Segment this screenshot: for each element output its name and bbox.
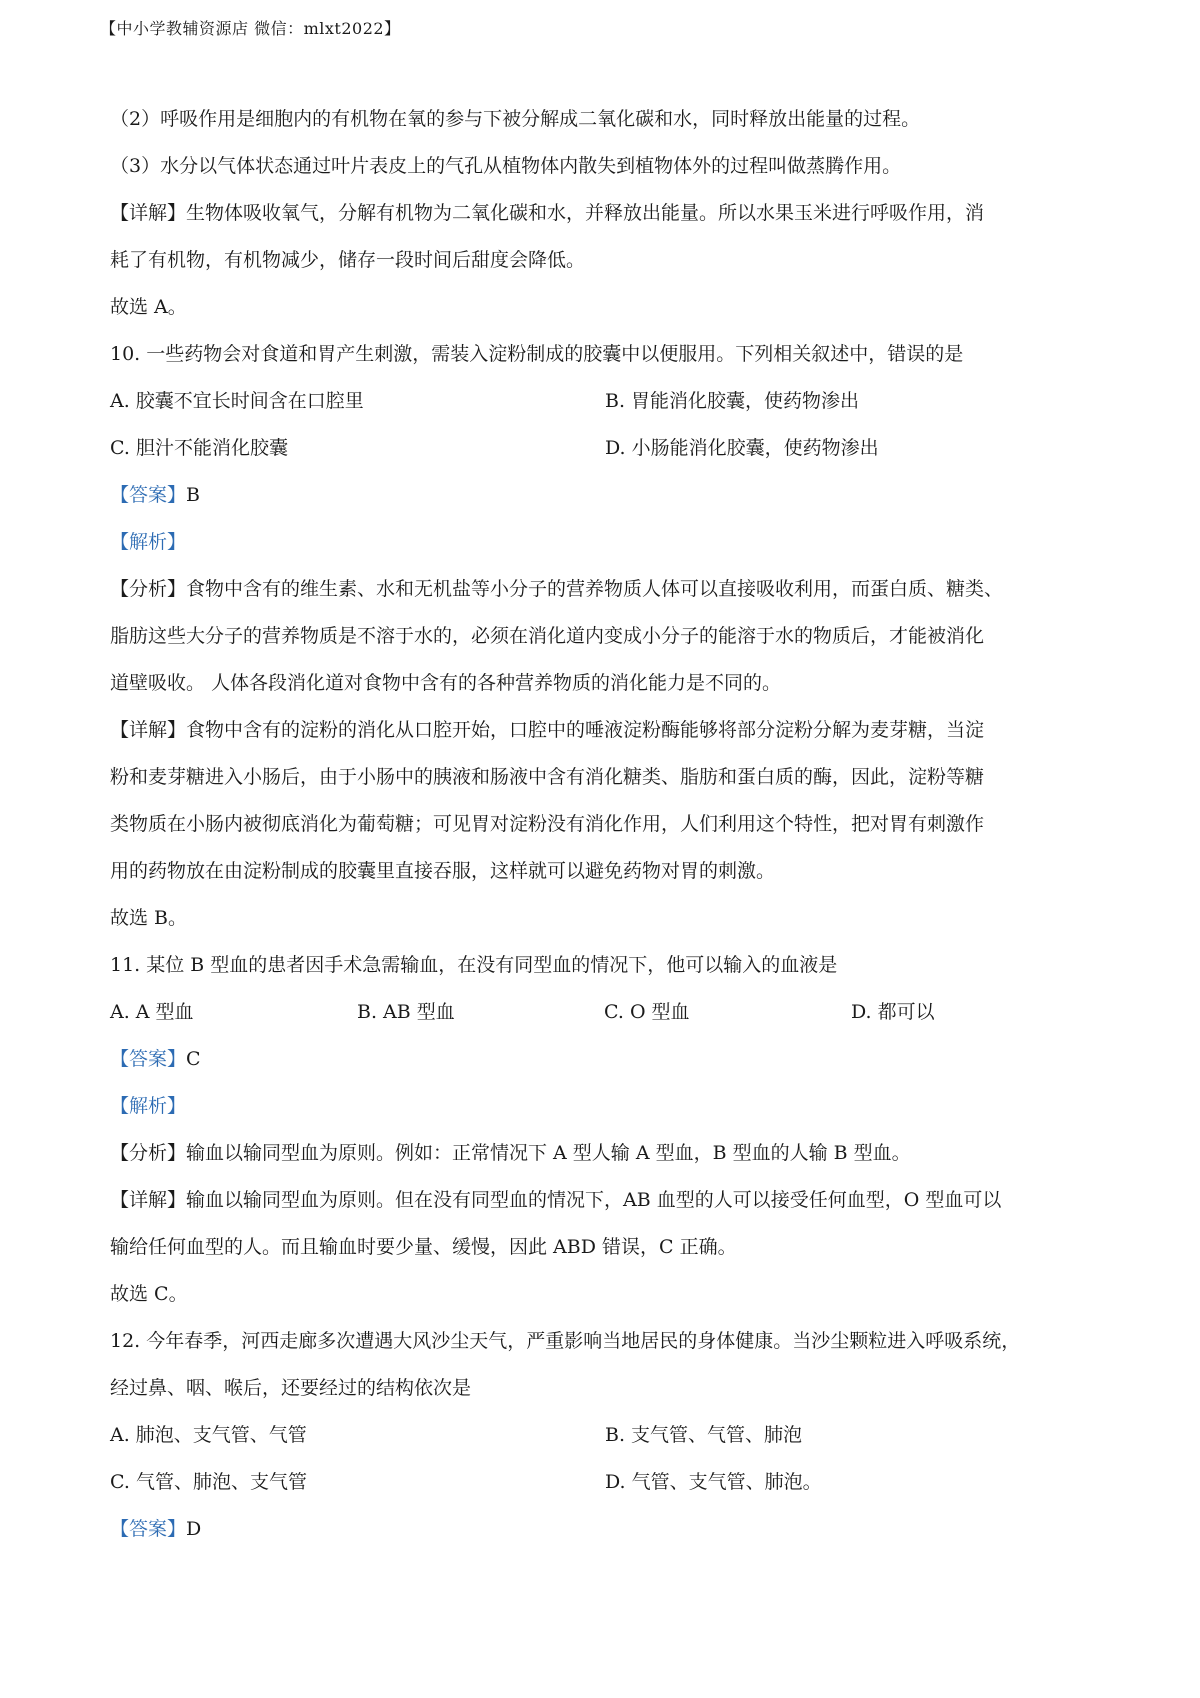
option-c: C. 胆汁不能消化胶囊 [110, 437, 288, 459]
text-line: 【详解】生物体吸收氧气，分解有机物为二氧化碳和水，并释放出能量。所以水果玉米进行呼吸作用，消 [110, 202, 985, 224]
text-line: （3）水分以气体状态通过叶片表皮上的气孔从植物体内散失到植物体外的过程叫做蒸腾作用。 [110, 155, 902, 177]
option-b: B. 胃能消化胶囊，使药物渗出 [605, 390, 860, 412]
question-12-stem: 12. 今年春季，河西走廊多次遭遇大风沙尘天气，严重影响当地居民的身体健康。当沙尘颗粒进入呼吸系统， [110, 1330, 1021, 1352]
option-d: D. 小肠能消化胶囊，使药物渗出 [605, 437, 879, 459]
option-c: C. 气管、肺泡、支气管 [110, 1471, 307, 1493]
question-11-stem: 11. 某位 B 型血的患者因手术急需输血，在没有同型血的情况下，他可以输入的血液是 [110, 954, 838, 976]
question-12-options-row-1 [110, 1412, 1100, 1459]
answer-line [110, 1036, 1100, 1083]
text-line: 耗了有机物，有机物减少，储存一段时间后甜度会降低。 [110, 249, 586, 271]
answer-value: D [186, 1518, 202, 1540]
answer-line [110, 1506, 1100, 1553]
option-d: D. 都可以 [851, 1001, 935, 1023]
text-line: 用的药物放在由淀粉制成的胶囊里直接吞服，这样就可以避免药物对胃的刺激。 [110, 860, 776, 882]
option-a: A. 胶囊不宜长时间含在口腔里 [110, 390, 364, 412]
option-d: D. 气管、支气管、肺泡。 [605, 1471, 822, 1493]
option-c: C. O 型血 [604, 1001, 690, 1023]
text-line: （2）呼吸作用是细胞内的有机物在氧的参与下被分解成二氧化碳和水，同时释放出能量的过程。 [110, 108, 921, 130]
question-12-options-row-2 [110, 1459, 1100, 1506]
question-10-options-row-1 [110, 378, 1100, 425]
question-10-stem: 10. 一些药物会对食道和胃产生刺激，需装入淀粉制成的胶囊中以便服用。下列相关叙述中，错误的是 [110, 343, 964, 365]
answer-value: C [186, 1048, 201, 1070]
answer-tag: 【答案】 [110, 484, 187, 506]
text-line: 【详解】输血以输同型血为原则。但在没有同型血的情况下，AB 血型的人可以接受任何血型，O 型血可以 [110, 1189, 1002, 1211]
answer-tag: 【答案】 [110, 1048, 187, 1070]
text-line: 粉和麦芽糖进入小肠后，由于小肠中的胰液和肠液中含有消化糖类、脂肪和蛋白质的酶，因此，淀粉等糖 [110, 766, 985, 788]
text-line: 【分析】输血以输同型血为原则。例如：正常情况下 A 型人输 A 型血，B 型血的人输 B 型血。 [110, 1142, 911, 1164]
question-11-options-row [110, 989, 1100, 1036]
text-line: 类物质在小肠内被彻底消化为葡萄糖；可见胃对淀粉没有消化作用，人们利用这个特性，把对胃有刺激作 [110, 813, 985, 835]
option-a: A. A 型血 [110, 1001, 194, 1023]
text-line: 【详解】食物中含有的淀粉的消化从口腔开始，口腔中的唾液淀粉酶能够将部分淀粉分解为麦芽糖，当淀 [110, 719, 985, 741]
text-line: 故选 B。 [110, 907, 188, 929]
text-line: 道壁吸收。 人体各段消化道对食物中含有的各种营养物质的消化能力是不同的。 [110, 672, 782, 694]
text-line: 脂肪这些大分子的营养物质是不溶于水的，必须在消化道内变成小分子的能溶于水的物质后，才能被消化 [110, 625, 985, 647]
option-b: B. 支气管、气管、肺泡 [605, 1424, 803, 1446]
text-line: 故选 C。 [110, 1283, 188, 1305]
analysis-tag: 【解析】 [110, 1095, 187, 1117]
analysis-tag: 【解析】 [110, 531, 187, 553]
option-a: A. 肺泡、支气管、气管 [110, 1424, 307, 1446]
text-line: 【分析】食物中含有的维生素、水和无机盐等小分子的营养物质人体可以直接吸收利用，而蛋白质、糖类、 [110, 578, 1004, 600]
text-line: 故选 A。 [110, 296, 187, 318]
text-line: 输给任何血型的人。而且输血时要少量、缓慢，因此 ABD 错误，C 正确。 [110, 1236, 737, 1258]
answer-value: B [186, 484, 200, 506]
answer-line [110, 472, 1100, 519]
page-header: 【中小学教辅资源店 微信：mlxt2022】 [100, 19, 401, 38]
option-b: B. AB 型血 [357, 1001, 455, 1023]
question-10-options-row-2 [110, 425, 1100, 472]
question-12-stem-cont: 经过鼻、咽、喉后，还要经过的结构依次是 [110, 1377, 472, 1399]
answer-tag: 【答案】 [110, 1518, 187, 1540]
document-body [110, 96, 1100, 1553]
